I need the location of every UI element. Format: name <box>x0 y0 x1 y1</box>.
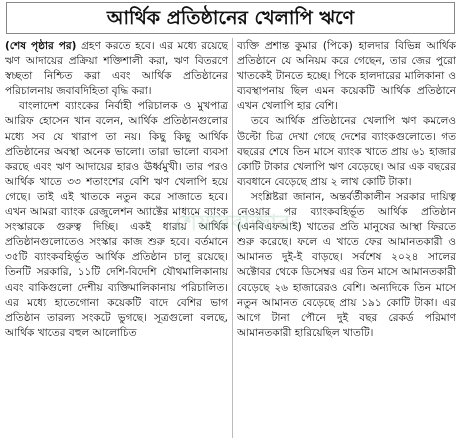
left-column <box>5 39 228 439</box>
left-paragraph-2: বাংলাদেশ ব্যাংকের নির্বাহী পরিচালক ও মুখপাত্র আরিফ হোসেন খান বলেন, আর্থিক প্রতিষ্ঠানগুলোর মধ্যে সব যে খারাপ তা নয়। কিছু কিছু আর্থিক প্রতিষ্ঠানের অবস্থা অনেক ভালো। তারা ভালো ব্যবসা করছে এবং ঋণ আদায়ের হারও ঊর্ধ্বমুখী। তার পরও আর্থিক খাতে ৩৩ শতাংশের বেশি ঋণ খেলাপি হয়ে গেছে। তাই এই খাতকে নতুন করে সাজাতে হবে। এখন আমরা ব্যাংক রেজুলেশন অ্যাক্টের মাধ্যমে ব্যাংক সংস্কারকে গুরুত্ব দিচ্ছি। একই ধারায় আর্থিক প্রতিষ্ঠানগুলোতেও সংস্কার কাজ শুরু হবে। বর্তমানে ৩৫টি ব্যাংকবহির্ভূত আর্থিক প্রতিষ্ঠান চালু রয়েছে। তিনটি সরকারি, ১১টি দেশি-বিদেশি যৌথমালিকানায় এবং বাকিগুলো দেশীয় ব্যক্তিমালিকানায় পরিচালিত। এর মধ্যে হাতেগোনা কয়েকটি বাদে বেশির ভাগ প্রতিষ্ঠান তারল্য সংকটে ভুগছে। সূত্রগুলো বলছে, আর্থিক খাতের বহুল আলোচিত <box>5 100 228 339</box>
right-column <box>237 39 456 439</box>
right-paragraph-3: সংশ্লিষ্টরা জানান, অন্তর্বর্তীকালীন সরকার দায়িত্ব নেওয়ার পর ব্যাংকবহির্ভূত আর্থিক প্রতিষ্ঠান (এনবিএফআই) খাতের প্রতি মানুষের আস্থা ফিরতে শুরু করেছে। ফলে এ খাতে ফের আমানতকারী ও আমানত দুই-ই বাড়ছে। সর্বশেষ ২০২৪ সালের অক্টোবর থেকে ডিসেম্বর এর তিন মাসে আমানতকারী বেড়েছে ২৬ হাজারেরও বেশি। অন্যদিকে তিন মাসে নতুন আমানত বেড়েছে প্রায় ১৯১ কোটি টাকা। এর আগে টানা পৌনে দুই বছর রেকর্ড পরিমাণ আমানতকারী হারিয়েছিল খাতটি। <box>237 190 456 339</box>
right-paragraph-2: তবে আর্থিক প্রতিষ্ঠানের খেলাপি ঋণ কমলেও উল্টো চিত্র দেখা গেছে দেশের ব্যাংকগুলোতে। গত বছরের শেষে তিন মাসে ব্যাংক খাতে প্রায় ৬১ হাজার কোটি টাকার খেলাপি ঋণ বেড়েছে। আর এক বছরের ব্যবধানে বেড়েছে প্রায় ২ লাখ কোটি টাকা। <box>237 115 456 188</box>
headline-box <box>6 2 455 34</box>
column-divider <box>232 38 233 438</box>
left-paragraph-1 <box>5 39 228 99</box>
continued-marker: (শেষ পৃষ্ঠার পর) <box>5 40 77 52</box>
left-paragraph-1-text: গ্রহণ করতে হবে। এর মধ্যে রয়েছে ঋণ আদায়ের প্রক্রিয়া শক্তিশালী করা, ঋণ বিতরণে স্বচ্ছতা নিশ্চিত করা এবং আর্থিক প্রতিষ্ঠানের পরিচালনায় জবাবদিহিতা বৃদ্ধি করা। <box>5 40 228 98</box>
right-paragraph-1: ব্যক্তি প্রশান্ত কুমার (পিকে) হালদার বিভিন্ন আর্থিক প্রতিষ্ঠানে যে অনিয়ম করে গেছেন, তার জের পুরো খাতকেই টানতে হচ্ছে। পিকে হালদারের মালিকানা ও ব্যবস্থাপনায় ছিল এমন কয়েকটি আর্থিক প্রতিষ্ঠানে এখন খেলাপি হার বেশি। <box>237 40 456 113</box>
headline: আর্থিক প্রতিষ্ঠানের খেলাপি ঋণে <box>106 7 355 29</box>
